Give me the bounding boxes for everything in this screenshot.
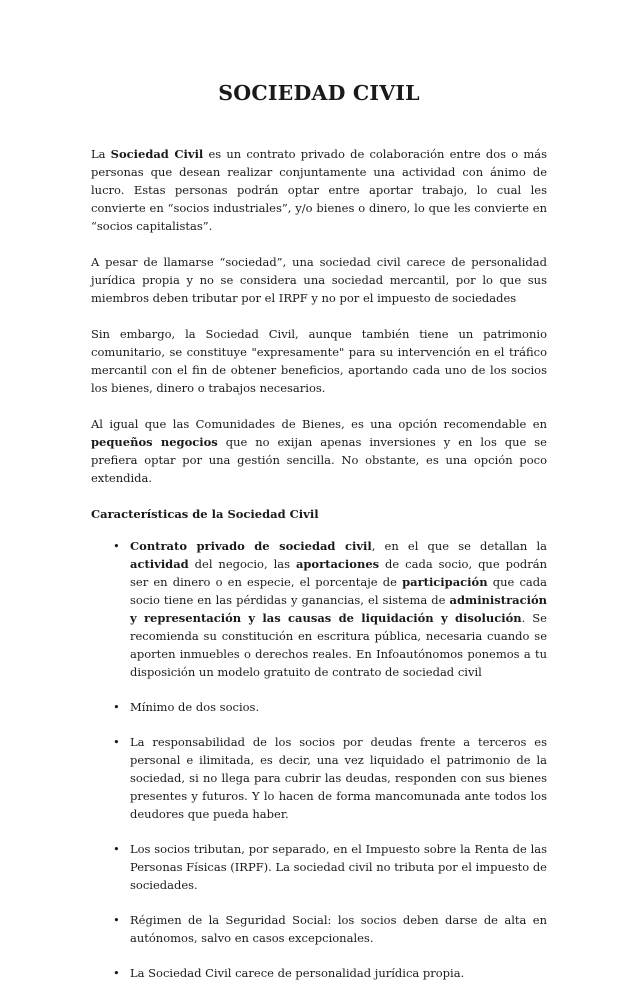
section-heading-caracteristicas: Características de la Sociedad Civil: [91, 507, 319, 521]
list-item-text: Régimen de la Seguridad Social: los socios deben darse de alta en autónomos, salvo en casos excepcionales.: [130, 913, 547, 945]
bold-administracion: administración y representación y las causas de liquidación y disolución: [130, 593, 547, 625]
list-item-personalidad: [91, 964, 547, 982]
p4-text-a: Al igual que las Comunidades de Bienes, es una opción recomendable en: [91, 417, 547, 431]
bullet-icon: •: [113, 539, 120, 553]
p4-bold-pequenos-negocios: pequeños negocios: [91, 435, 218, 449]
bullet-icon: •: [113, 966, 120, 980]
list-item-text: [130, 539, 547, 679]
paragraph-recomendacion: [91, 415, 547, 487]
bullet-icon: •: [113, 700, 120, 714]
list-item-minimo-socios: [91, 698, 547, 716]
list-item-tributacion: [91, 840, 547, 894]
bold-participacion: participación: [402, 575, 488, 589]
list-item-text: Los socios tributan, por separado, en el Impuesto sobre la Renta de las Personas Físicas (IRPF). La sociedad civil no tributa por el impuesto de sociedades.: [130, 842, 547, 892]
bold-actividad: actividad: [130, 557, 189, 571]
text-segment: , en el que se detallan la: [371, 539, 547, 553]
bold-contrato: Contrato privado de sociedad civil: [130, 539, 372, 553]
paragraph-patrimonio: Sin embargo, la Sociedad Civil, aunque también tiene un patrimonio comunitario, se constituye "expresamente" para su intervención en el tráfico mercantil con el fin de obtener beneficios, aportando cada uno de los socios los bienes, dinero o trabajos necesarios.: [91, 327, 547, 395]
list-item-responsabilidad: [91, 733, 547, 823]
bullet-icon: •: [113, 913, 120, 927]
bullet-icon: •: [113, 842, 120, 856]
bold-aportaciones: aportaciones: [295, 557, 380, 571]
document-page: [91, 78, 547, 999]
text-segment: de cada socio, que podrán ser en dinero o en especie, el porcentaje de: [130, 557, 547, 589]
p1-text-a: La: [91, 147, 111, 161]
list-item-text: La responsabilidad de los socios por deudas frente a terceros es personal e ilimitada, es decir, una vez liquidado el patrimonio de la sociedad, si no llega para cubrir las deudas, responden con sus bienes presentes y futuros. Y lo hacen de forma mancomunada ante todos los deudores que pueda haber.: [130, 735, 547, 821]
list-item-seguridad-social: [91, 911, 547, 947]
text-segment: . Se recomienda su constitución en escritura pública, necesaria cuando se aporten inmuebles o derechos reales. En Infoautónomos ponemos a tu disposición un modelo gratuito de contrato de sociedad civil: [130, 611, 547, 679]
p1-bold-sociedad-civil: Sociedad Civil: [110, 147, 204, 161]
p1-text-c: es un contrato privado de colaboración entre dos o más personas que desean realizar conjuntamente una actividad con ánimo de lucro. Estas personas podrán optar entre aportar trabajo, lo cual les convierte en “socios industriales”, y/o bienes o dinero, lo que les convierte en “socios capitalistas”.: [91, 147, 547, 233]
text-segment: del negocio, las: [188, 557, 296, 571]
p4-text-c: que no exijan apenas inversiones y en los que se prefiera optar por una gestión sencilla. No obstante, es una opción poco extendida.: [91, 435, 547, 485]
paragraph-definition: [91, 145, 547, 235]
text-segment: que cada socio tiene en las pérdidas y ganancias, el sistema de: [130, 575, 547, 607]
list-item-text: Mínimo de dos socios.: [130, 700, 260, 714]
characteristics-list: [91, 537, 547, 982]
list-item-contrato: [91, 537, 547, 681]
document-title: SOCIEDAD CIVIL: [218, 81, 420, 105]
list-item-text: La Sociedad Civil carece de personalidad jurídica propia.: [130, 966, 465, 980]
paragraph-personalidad: A pesar de llamarse “sociedad”, una sociedad civil carece de personalidad jurídica propia y no se considera una sociedad mercantil, por lo que sus miembros deben tributar por el IRPF y no por el impuesto de sociedades: [91, 255, 547, 305]
bullet-icon: •: [113, 735, 120, 749]
